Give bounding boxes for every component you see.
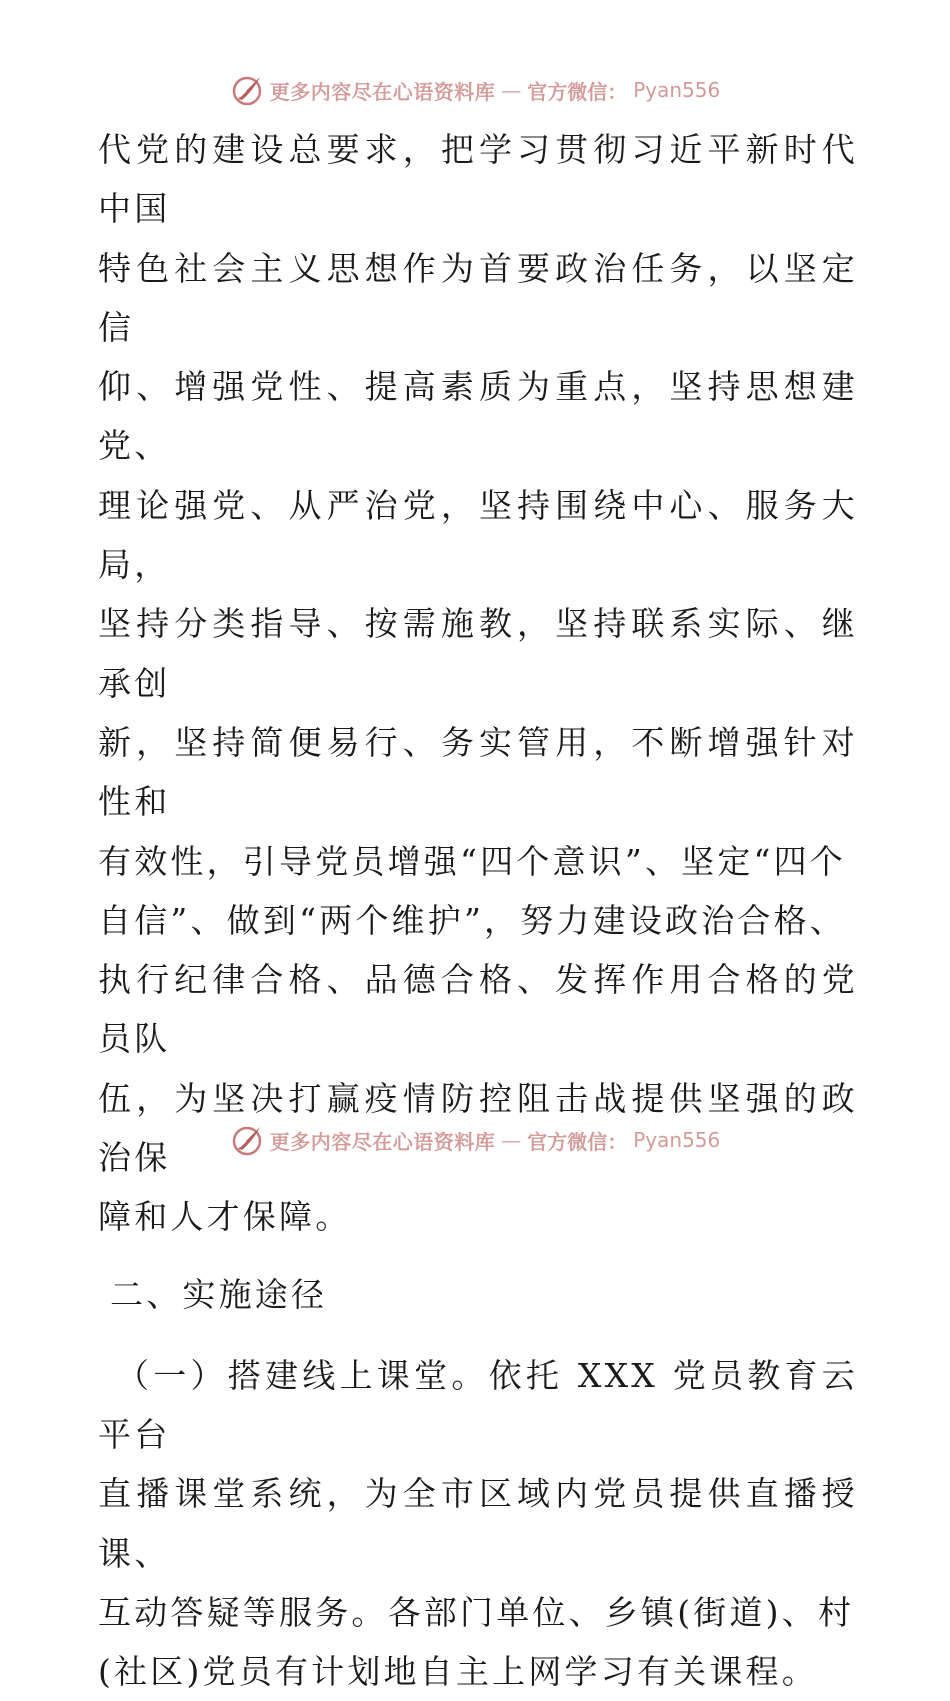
quill-logo-icon	[230, 1123, 264, 1157]
watermark-wechat-label: 官方微信：	[527, 1129, 628, 1154]
paragraph-line: 伍，为坚决打赢疫情防控阻击战提供坚强的政治保	[98, 1078, 858, 1178]
watermark-dash: —	[501, 1128, 522, 1152]
watermark-text: 更多内容尽在心语资料库	[269, 79, 496, 104]
paragraph-2	[98, 1346, 858, 1701]
watermark-wechat-id: Pyan556	[633, 78, 721, 102]
paragraph-line: 直播课堂系统，为全市区域内党员提供直播授课、	[98, 1474, 858, 1573]
header-watermark	[0, 70, 950, 110]
paragraph-line: 自信”、做到“两个维护”，努力建设政治合格、	[98, 900, 847, 940]
paragraph-line: 执行纪律合格、品德合格、发挥作用合格的党员队	[98, 960, 858, 1059]
paragraph-line: 特色社会主义思想作为首要政治任务，以坚定信	[98, 248, 858, 347]
paragraph-line: 代党的建设总要求，把学习贯彻习近平新时代中国	[98, 130, 858, 229]
paragraph-line: 仰、增强党性、提高素质为重点，坚持思想建党、	[98, 367, 858, 466]
section-heading: 二、实施途径	[110, 1274, 328, 1314]
paragraph-line: 障和人才保障。	[98, 1197, 352, 1237]
paragraph-line: (社区)党员有计划地自主上网学习有关课程。	[98, 1652, 818, 1692]
paragraph-line: 新，坚持简便易行、务实管用，不断增强针对性和	[98, 722, 858, 822]
quill-logo-icon	[230, 73, 264, 107]
watermark-wechat-id: Pyan556	[633, 1128, 721, 1152]
footer-watermark	[0, 1120, 950, 1160]
paragraph-line: 互动答疑等服务。各部门单位、乡镇(街道)、村	[98, 1592, 855, 1632]
watermark-text: 更多内容尽在心语资料库	[269, 1129, 496, 1154]
paragraph-line: （一）搭建线上课堂。依托 XXX 党员教育云平台	[98, 1355, 858, 1454]
paragraph-1	[98, 120, 858, 1247]
paragraph-line: 坚持分类指导、按需施教，坚持联系实际、继承创	[98, 604, 858, 703]
document-body	[98, 120, 858, 1701]
watermark-wechat-label: 官方微信：	[527, 79, 628, 104]
watermark-dash: —	[501, 78, 522, 102]
paragraph-line: 理论强党、从严治党，坚持围绕中心、服务大局，	[98, 485, 858, 585]
paragraph-line: 有效性，引导党员增强“四个意识”、坚定“四个	[98, 841, 847, 881]
